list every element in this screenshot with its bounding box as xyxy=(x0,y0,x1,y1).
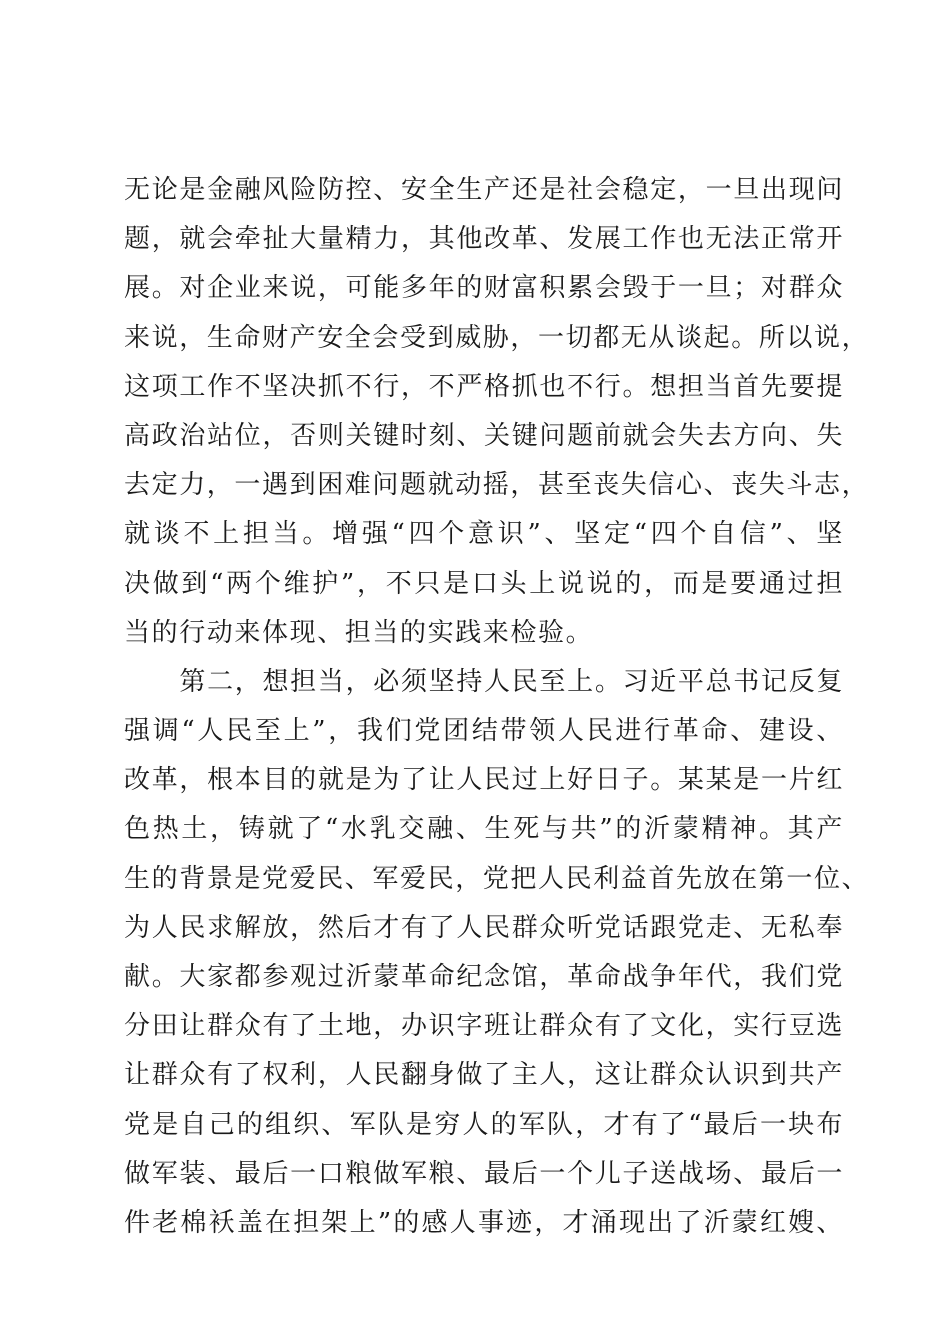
text-line: 让群众有了权利，人民翻身做了主人，这让群众认识到共产 xyxy=(124,1060,844,1091)
text-line: 无论是金融风险防控、安全生产还是社会稳定，一旦出现问 xyxy=(124,175,844,205)
text-line: 来说，生命财产安全会受到威胁，一切都无从谈起。所以说， xyxy=(124,322,870,353)
text-line: 第二，想担当，必须坚持人民至上。习近平总书记反复 xyxy=(124,666,844,697)
paragraph-2 xyxy=(124,658,870,1248)
text-line: 生的背景是党爱民、军爱民，党把人民利益首先放在第一位、 xyxy=(124,863,870,894)
text-line: 当的行动来体现、担当的实践来检验。 xyxy=(124,617,594,648)
text-line: 就谈不上担当。增强“四个意识”、坚定“四个自信”、坚 xyxy=(124,519,844,550)
text-line: 去定力，一遇到困难问题就动摇，甚至丧失信心、丧失斗志， xyxy=(124,470,870,501)
text-line: 这项工作不坚决抓不行，不严格抓也不行。想担当首先要提 xyxy=(124,371,844,402)
text-line: 题，就会牵扯大量精力，其他改革、发展工作也无法正常开 xyxy=(124,224,844,255)
text-line: 党是自己的组织、军队是穷人的军队，才有了“最后一块布 xyxy=(124,1109,844,1140)
text-line: 强调“人民至上”，我们党团结带领人民进行革命、建设、 xyxy=(124,716,844,747)
text-line: 献。大家都参观过沂蒙革命纪念馆，革命战争年代，我们党 xyxy=(124,962,844,992)
text-line: 分田让群众有了土地，办识字班让群众有了文化，实行豆选 xyxy=(124,1011,844,1042)
text-line: 色热土，铸就了“水乳交融、生死与共”的沂蒙精神。其产 xyxy=(124,814,844,845)
text-line: 改革，根本目的就是为了让人民过上好日子。某某是一片红 xyxy=(124,765,844,796)
text-line: 展。对企业来说，可能多年的财富积累会毁于一旦；对群众 xyxy=(124,273,844,304)
paragraph-1 xyxy=(124,166,870,658)
text-line: 高政治站位，否则关键时刻、关键问题前就会失去方向、失 xyxy=(124,420,844,451)
document-body xyxy=(124,166,870,1248)
text-line: 决做到“两个维护”，不只是口头上说说的，而是要通过担 xyxy=(124,568,844,599)
text-line: 做军装、最后一口粮做军粮、最后一个儿子送战场、最后一 xyxy=(124,1158,844,1189)
text-line: 件老棉袄盖在担架上”的感人事迹，才涌现出了沂蒙红嫂、 xyxy=(124,1207,844,1238)
text-line: 为人民求解放，然后才有了人民群众听党话跟党走、无私奉 xyxy=(124,912,844,943)
